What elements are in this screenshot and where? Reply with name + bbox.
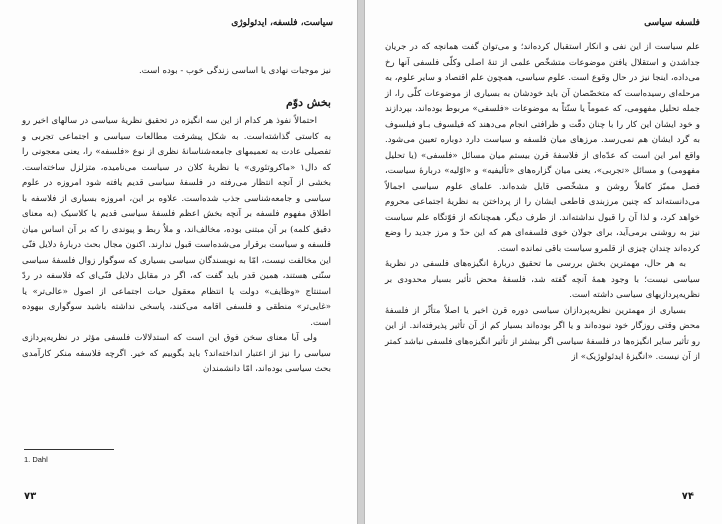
paragraph: بسیاری از مهمترین نظریه‌پردازان سیاسی دوره قرن اخیر یا اصلاً متأثّر از فلسفهٔ محض وقتی روزگار خود نبوده‌اند و یا اگر بوده‌اند بسیار کم از آن تأثیر پذیرفته‌اند. از این رو تأثیر سایر انگیزه‌ها در فلسفهٔ سیاسی اگر بیشتر از تأثیر انگیزه‌های فلسفی نباشد کمتر از آن نیست. «انگیزهٔ ایدئولوژیک» از xyxy=(385,305,700,362)
left-page xyxy=(0,0,358,524)
running-head: سیاست، فلسفه، ایدئولوژی xyxy=(231,18,333,28)
paragraph: علم سیاست از این نفی و انکار استقبال کرده‌اند؛ و می‌توان گفت همانچه که در جریان جداشدن و استقلال یافتن موضوعات متشخّص علمی از تنهٔ اصلی وکلّی فلسفی آنها رخ می‌داده، اینجا نیز در حال وقوع است. علوم سیاسی، همچون علم اقتصاد و سایر علوم، به مرحله‌ای رسیده‌است که متخصّصان آن باید خودشان به بسیاری از موضوعات کلّی را، از جمله تحلیل مفهومی، که عموماً یا سنّتاً به موضوعات «فلسفی» مربوط بوده‌اند، بپردازند و خود ایشان این کار را با چنان دقّت و ظرافتی انجام می‌دهند که فیلسوف بـاو فیلسوف به گرد ایشان هم نمی‌رسد. مرزهای میان فلسفه و سیاست دارد دوباره تعیین می‌شود. واقع امر این است که عدّه‌ای از فلاسفهٔ قرن بیستم میان مسائل «فلسفی» (یا تحلیل مفهومی) و مسائل «تجربی»، یعنی میان گزاره‌های «تألیفیه» و «اوّلیه» دربارهٔ سیاست، فصل ممیّز کاملاً روشن و مشخّصی قایل شده‌اند. علمای علوم سیاسی اجمالاً می‌دانسته‌اند که چنین مرزبندی قاطعی ایشان را از پرداختن به نظریهٔ اجتماعی محروم خواهد کرد، و لذا آن را قبول نداشته‌اند. از طرف دیگر، همچنانکه از قوّتگاه علم سیاست نیز به روشنی برمی‌آید، برای جولان خوی فلسفه‌ای هم که این حدّ و مرز جدید را وضع کرده‌اند چندان چیزی از قلمرو سیاست باقی نمانده است. xyxy=(385,42,700,254)
paragraph: به هر حال، مهمترین بخش بررسی ما تحقیق دربارهٔ انگیزه‌های فلسفی در نظریهٔ سیاسی نیست؛ با وجود همهٔ آنچه گفته شد، فلسفهٔ محض تأثیر بسیار محدودی بر نظریه‌پردازیهای سیاسی داشته است. xyxy=(385,259,700,300)
footnote-divider xyxy=(24,449,114,450)
opening-line: نیز موجبات نهادی یا اساسی زندگی خوب - بوده است. xyxy=(138,66,331,76)
paragraph: احتمالاً نفوذ هر کدام از این سه انگیزه در تحقیق نظریهٔ سیاسی در سالهای اخیر رو به کاستی گذاشته‌است. به شکل پیشرفت مطالعات سیاسی و اجتماعی تجربی و تفصیلی عادت به تعمیمهای جامعه‌شناسانهٔ نظری از نوع «فلسفه» را، یعنی معجونی را که دال١ «ماکروتئوری» یا نظریهٔ کلان در سیاست می‌نامیده، متزلزل ساخته‌است. بخشی از آنچه انتظار می‌رفته در فلسفهٔ سیاسی قدیم یافته شود امروزه در علوم سیاسی و جامعه‌شناسی جذب شده‌است. علاوه بر این، امروزه بسیاری از فلاسفه با اطلاق مفهوم فلسفه بر آنچه بخش اعظم فلسفهٔ سیاسی قدیم یا کلاسیک (به معنای دقیق کلمه) بر آن مبتنی بوده، مخالف‌اند، و ملاٌ ربط و پیوندی را که بر آن اساس میان فلسفه و سیاست برقرار می‌شده‌است قبول ندارند. اکنون مجال بحث دربارهٔ دلایل فنّی این مخالفت نیست، امّا به نویسندگان سیاسی بسیاری که سوگوار زوال فلسفهٔ سیاسی سنّتی هستند، همین قدر باید گفت که، اگر در مقابل دلایل فنّی‌ای که فلاسفه در ردّ استنتاج «وظایف» دولت یا انتظام معقول حیات اجتماعی از اصول «عالی‌تر» یا «غایی‌تر» منطقی و فلسفی اقامه می‌کنند، پاسخی نداشته باشید سوگواری بیهوده است. xyxy=(22,116,332,328)
footnote: 1. Dahl xyxy=(24,455,48,464)
page-number: ۷۳ xyxy=(24,491,37,502)
right-body-text xyxy=(385,40,700,366)
right-page xyxy=(364,0,722,524)
paragraph: ولی آیا معنای سخن فوق این است که استدلالات فلسفی مؤثر در نظریه‌پردازی سیاسی را نیز از اعتبار انداخته‌اند؟ باید بگوییم که خیر. اگرچه فلاسفه منکر کارآمدی بحث سیاسی بوده‌اند، امّا دانشمندان xyxy=(22,333,331,374)
section-heading: بخش دوّم xyxy=(285,96,331,109)
left-body-text xyxy=(22,114,331,378)
page-number: ۷۴ xyxy=(681,491,694,502)
running-head: فلسفه سیاسی xyxy=(644,18,700,28)
